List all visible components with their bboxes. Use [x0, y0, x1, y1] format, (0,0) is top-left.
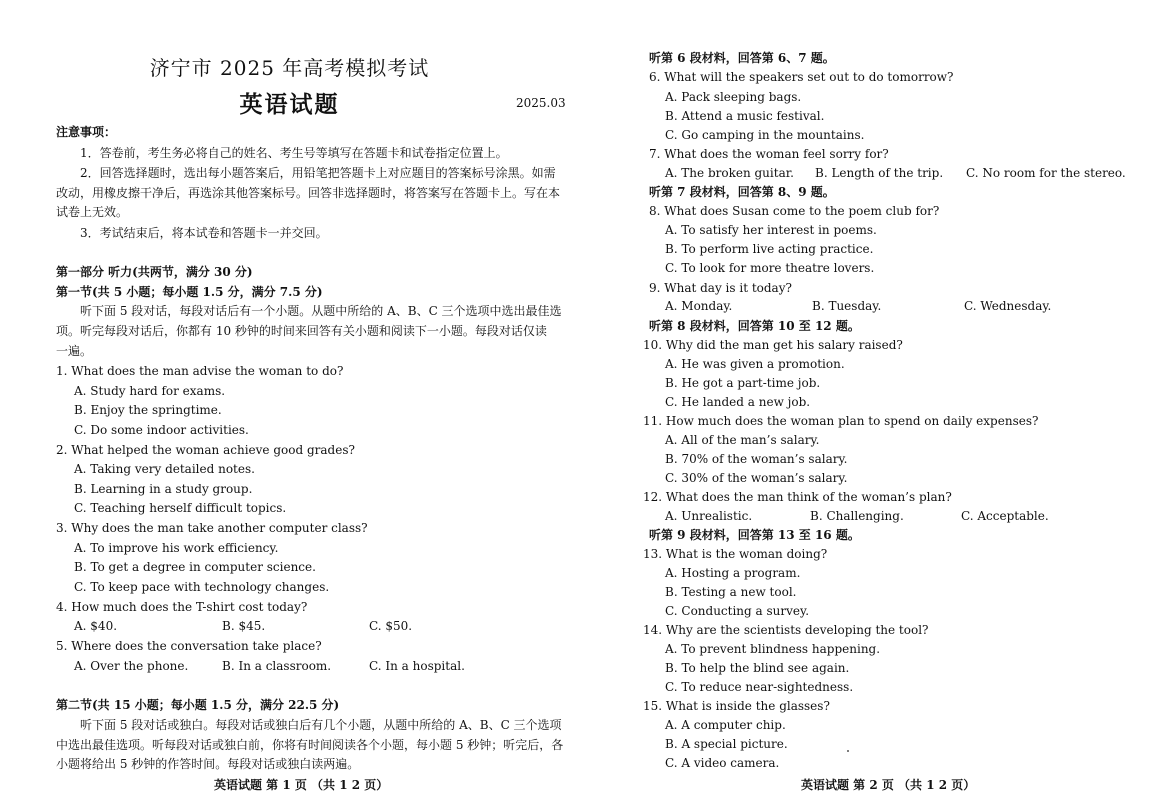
section1-instruction-line-1: 听下面 5 段对话，每段对话后有一个小题。从题中所给的 A、B、C 三个选项中选出最佳选 — [80, 304, 562, 318]
material-6-heading: 听第 6 段材料，回答第 6、7 题。 — [649, 51, 835, 65]
material-8-heading: 听第 8 段材料，回答第 10 至 12 题。 — [649, 319, 860, 333]
question-1-option-c: C. Do some indoor activities. — [74, 423, 249, 437]
question-5-option-c: C. In a hospital. — [369, 659, 465, 673]
exam-title: 济宁市 2025 年高考模拟考试 — [149, 56, 430, 80]
question-2-option-a: A. Taking very detailed notes. — [74, 462, 255, 476]
question-11-option-c: C. 30% of the woman’s salary. — [665, 471, 848, 485]
question-3-option-a: A. To improve his work efficiency. — [74, 541, 279, 555]
question-13-option-a: A. Hosting a program. — [665, 566, 801, 580]
question-12-option-a: A. Unrealistic. — [665, 509, 753, 523]
question-9-option-c: C. Wednesday. — [964, 299, 1052, 313]
section2-instruction-line-3: 小题将给出 5 秒钟的作答时间。每段对话或独白读两遍。 — [56, 757, 360, 771]
question-14-option-a: A. To prevent blindness happening. — [665, 642, 881, 656]
question-12-stem: 12. What does the man think of the woman’s plan? — [643, 490, 952, 504]
notice-item-1: 1．答卷前，考生务必将自己的姓名、考生号等填写在答题卡和试卷指定位置上。 — [80, 146, 508, 160]
question-11-option-a: A. All of the man’s salary. — [665, 433, 820, 447]
question-2-option-b: B. Learning in a study group. — [74, 482, 253, 496]
question-9-option-b: B. Tuesday. — [812, 299, 882, 313]
section1-heading: 第一节(共 5 小题；每小题 1.5 分，满分 7.5 分) — [56, 285, 323, 299]
notice-heading: 注意事项： — [56, 125, 117, 139]
question-10-stem: 10. Why did the man get his salary raised? — [643, 338, 903, 352]
question-7-option-c: C. No room for the stereo. — [966, 166, 1126, 180]
question-15-option-b: B. A special picture. — [665, 737, 788, 751]
question-5-option-a: A. Over the phone. — [74, 659, 189, 673]
question-15-option-c: C. A video camera. — [665, 756, 780, 770]
question-5-option-b: B. In a classroom. — [222, 659, 332, 673]
question-2-stem: 2. What helped the woman achieve good grades? — [56, 443, 355, 457]
question-8-option-b: B. To perform live acting practice. — [665, 242, 874, 256]
scan-speck — [847, 750, 849, 752]
question-4-option-c: C. $50. — [369, 619, 413, 633]
question-9-option-a: A. Monday. — [665, 299, 733, 313]
material-9-heading: 听第 9 段材料，回答第 13 至 16 题。 — [649, 528, 860, 542]
question-1-stem: 1. What does the man advise the woman to do? — [56, 364, 344, 378]
section2-instruction-line-2: 中选出最佳选项。听每段对话或独白前，你将有时间阅读各个小题，每小题 5 秒钟；听完后，各 — [56, 738, 564, 752]
question-14-option-b: B. To help the blind see again. — [665, 661, 850, 675]
exam-page-2 — [579, 0, 1158, 800]
question-6-option-a: A. Pack sleeping bags. — [665, 90, 802, 104]
section1-instruction-line-3: 一遍。 — [56, 344, 93, 358]
notice-item-3: 3．考试结束后，将本试卷和答题卡一并交回。 — [80, 226, 328, 240]
question-7-option-a: A. The broken guitar. — [665, 166, 794, 180]
question-10-option-b: B. He got a part-time job. — [665, 376, 821, 390]
question-10-option-c: C. He landed a new job. — [665, 395, 811, 409]
question-6-stem: 6. What will the speakers set out to do tomorrow? — [649, 70, 954, 84]
part1-heading: 第一部分 听力(共两节，满分 30 分) — [56, 265, 253, 279]
question-3-option-c: C. To keep pace with technology changes. — [74, 580, 330, 594]
notice-item-2-line-3: 试卷上无效。 — [56, 205, 129, 219]
question-15-option-a: A. A computer chip. — [665, 718, 786, 732]
question-4-option-a: A. $40. — [74, 619, 118, 633]
question-12-option-b: B. Challenging. — [810, 509, 904, 523]
question-1-option-b: B. Enjoy the springtime. — [74, 403, 222, 417]
material-7-heading: 听第 7 段材料，回答第 8、9 题。 — [649, 185, 835, 199]
page-2-footer: 英语试题 第 2 页 （共 1 2 页） — [801, 778, 976, 792]
section2-instruction-line-1: 听下面 5 段对话或独白。每段对话或独白后有几个小题，从题中所给的 A、B、C 三个选项 — [80, 718, 562, 732]
notice-item-2-line-1: 2．回答选择题时，选出每小题答案后，用铅笔把答题卡上对应题目的答案标号涂黑。如需 — [80, 166, 556, 180]
question-8-option-a: A. To satisfy her interest in poems. — [665, 223, 877, 237]
question-13-stem: 13. What is the woman doing? — [643, 547, 828, 561]
question-10-option-a: A. He was given a promotion. — [665, 357, 845, 371]
question-7-stem: 7. What does the woman feel sorry for? — [649, 147, 889, 161]
question-14-option-c: C. To reduce near-sightedness. — [665, 680, 854, 694]
question-6-option-b: B. Attend a music festival. — [665, 109, 825, 123]
question-1-option-a: A. Study hard for exams. — [74, 384, 226, 398]
question-7-option-b: B. Length of the trip. — [815, 166, 944, 180]
section2-heading: 第二节(共 15 小题；每小题 1.5 分，满分 22.5 分) — [56, 698, 340, 712]
exam-date: 2025.03 — [516, 96, 566, 110]
section1-instruction-line-2: 项。听完每段对话后，你都有 10 秒钟的时间来回答有关小题和阅读下一小题。每段对话仅读 — [56, 324, 547, 338]
question-3-stem: 3. Why does the man take another computer class? — [56, 521, 368, 535]
question-14-stem: 14. Why are the scientists developing the tool? — [643, 623, 929, 637]
question-13-option-c: C. Conducting a survey. — [665, 604, 810, 618]
notice-item-2-line-2: 改动，用橡皮擦干净后，再选涂其他答案标号。回答非选择题时，将答案写在答题卡上。写在本 — [56, 186, 561, 200]
question-6-option-c: C. Go camping in the mountains. — [665, 128, 865, 142]
question-15-stem: 15. What is inside the glasses? — [643, 699, 830, 713]
subject-title: 英语试题 — [239, 91, 340, 118]
page-1-footer: 英语试题 第 1 页 （共 1 2 页） — [214, 778, 389, 792]
question-8-stem: 8. What does Susan come to the poem club for? — [649, 204, 940, 218]
question-13-option-b: B. Testing a new tool. — [665, 585, 797, 599]
question-4-option-b: B. $45. — [222, 619, 266, 633]
question-2-option-c: C. Teaching herself difficult topics. — [74, 501, 287, 515]
question-3-option-b: B. To get a degree in computer science. — [74, 560, 316, 574]
question-11-option-b: B. 70% of the woman’s salary. — [665, 452, 848, 466]
question-9-stem: 9. What day is it today? — [649, 281, 792, 295]
question-11-stem: 11. How much does the woman plan to spend on daily expenses? — [643, 414, 1039, 428]
question-4-stem: 4. How much does the T-shirt cost today? — [56, 600, 308, 614]
question-12-option-c: C. Acceptable. — [961, 509, 1049, 523]
question-5-stem: 5. Where does the conversation take place? — [56, 639, 322, 653]
question-8-option-c: C. To look for more theatre lovers. — [665, 261, 875, 275]
